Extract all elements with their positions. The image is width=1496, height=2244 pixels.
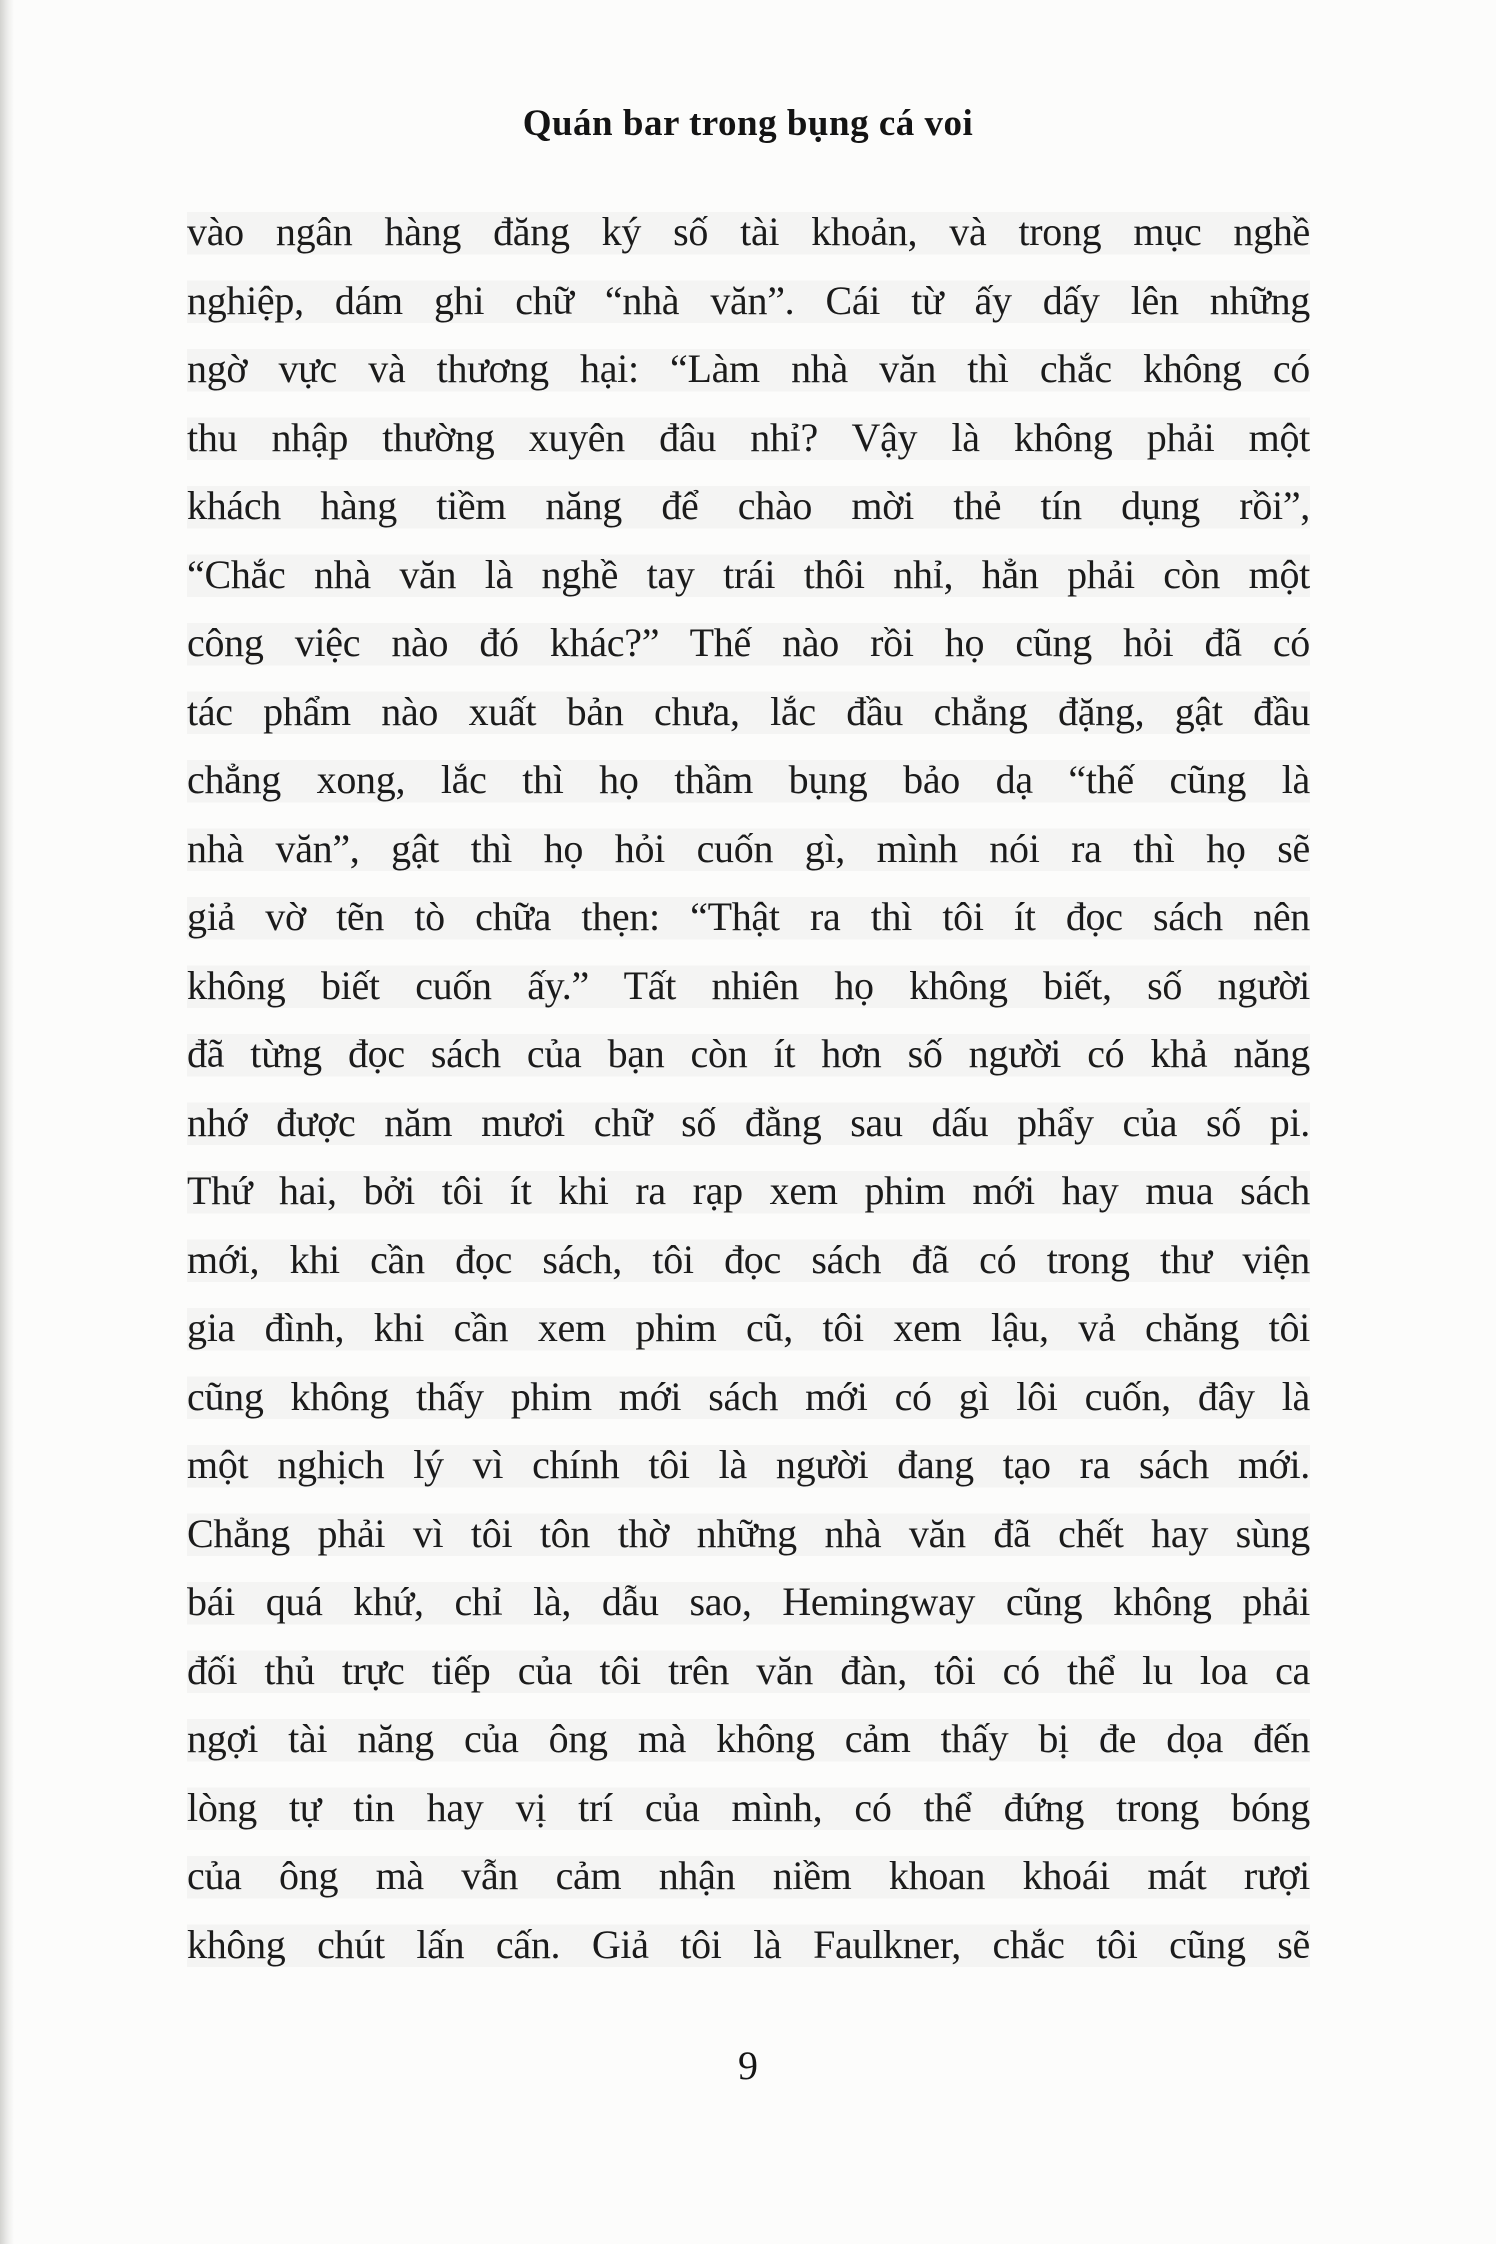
body-text [187, 198, 1310, 1979]
text-line: nhà văn”, gật thì họ hỏi cuốn gì, mình nói ra thì họ sẽ [187, 815, 1310, 884]
text-line: ngờ vực và thương hại: “Làm nhà văn thì chắc không có [187, 335, 1310, 404]
text-line: bái quá khứ, chỉ là, dẫu sao, Hemingway cũng không phải [187, 1568, 1310, 1637]
text-line: gia đình, khi cần xem phim cũ, tôi xem lậu, vả chăng tôi [187, 1294, 1310, 1363]
text-line: nghiệp, dám ghi chữ “nhà văn”. Cái từ ấy dấy lên những [187, 267, 1310, 336]
text-line: giả vờ tẽn tò chữa thẹn: “Thật ra thì tôi ít đọc sách nên [187, 883, 1310, 952]
text-line: không chút lấn cấn. Giả tôi là Faulkner, chắc tôi cũng sẽ [187, 1911, 1310, 1980]
text-line: Thứ hai, bởi tôi ít khi ra rạp xem phim mới hay mua sách [187, 1157, 1310, 1226]
page-number: 9 [738, 2043, 758, 2088]
text-line: vào ngân hàng đăng ký số tài khoản, và trong mục nghề [187, 198, 1310, 267]
text-line: khách hàng tiềm năng để chào mời thẻ tín dụng rồi”, [187, 472, 1310, 541]
text-line: công việc nào đó khác?” Thế nào rồi họ cũng hỏi đã có [187, 609, 1310, 678]
text-line: mới, khi cần đọc sách, tôi đọc sách đã có trong thư viện [187, 1226, 1310, 1295]
text-line: Chẳng phải vì tôi tôn thờ những nhà văn đã chết hay sùng [187, 1500, 1310, 1569]
text-line: lòng tự tin hay vị trí của mình, có thể đứng trong bóng [187, 1774, 1310, 1843]
gutter-shadow [0, 0, 14, 2244]
text-line: của ông mà vẫn cảm nhận niềm khoan khoái mát rượi [187, 1842, 1310, 1911]
text-line: “Chắc nhà văn là nghề tay trái thôi nhỉ, hẳn phải còn một [187, 541, 1310, 610]
text-line: nhớ được năm mươi chữ số đằng sau dấu phẩy của số pi. [187, 1089, 1310, 1158]
text-line: không biết cuốn ấy.” Tất nhiên họ không biết, số người [187, 952, 1310, 1021]
running-header: Quán bar trong bụng cá voi [522, 103, 974, 144]
text-line: thu nhập thường xuyên đâu nhỉ? Vậy là không phải một [187, 404, 1310, 473]
text-line: đối thủ trực tiếp của tôi trên văn đàn, tôi có thể lu loa ca [187, 1637, 1310, 1706]
text-line: cũng không thấy phim mới sách mới có gì lôi cuốn, đây là [187, 1363, 1310, 1432]
text-line: chẳng xong, lắc thì họ thầm bụng bảo dạ “thế cũng là [187, 746, 1310, 815]
text-line: ngợi tài năng của ông mà không cảm thấy bị đe dọa đến [187, 1705, 1310, 1774]
text-line: đã từng đọc sách của bạn còn ít hơn số người có khả năng [187, 1020, 1310, 1089]
text-line: một nghịch lý vì chính tôi là người đang tạo ra sách mới. [187, 1431, 1310, 1500]
text-line: tác phẩm nào xuất bản chưa, lắc đầu chẳng đặng, gật đầu [187, 678, 1310, 747]
